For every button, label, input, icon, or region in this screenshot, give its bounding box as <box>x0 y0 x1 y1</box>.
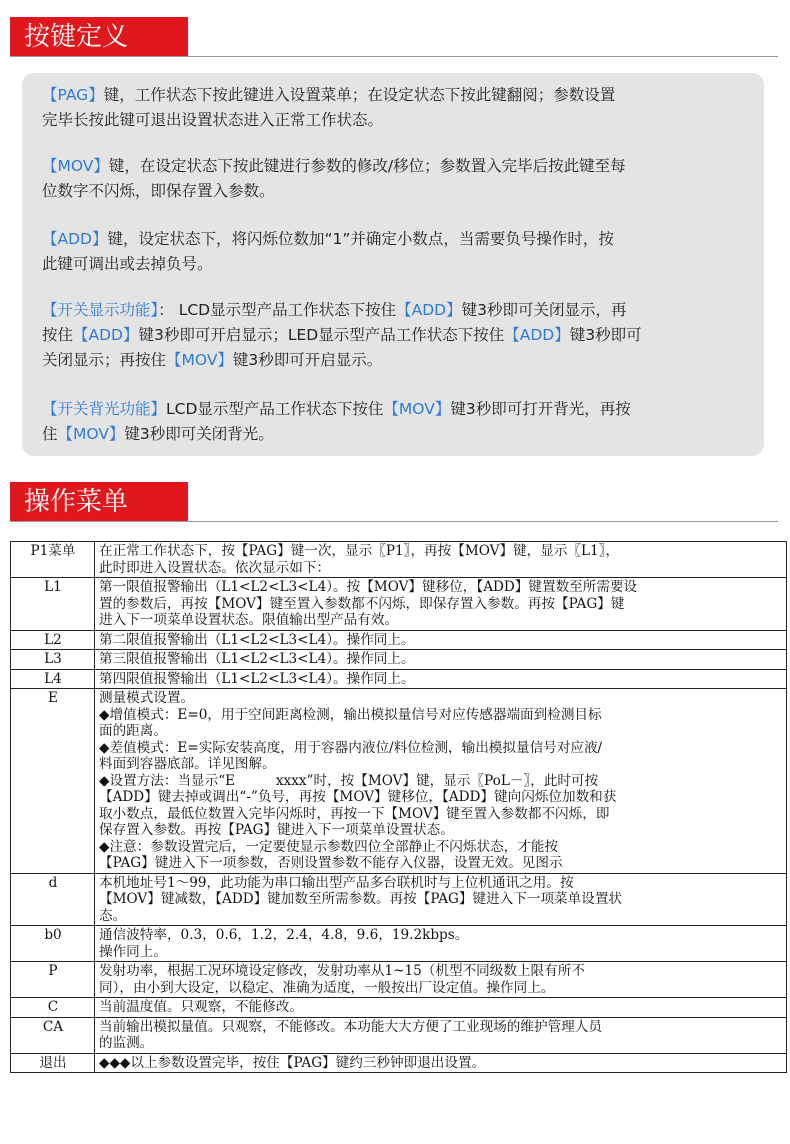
display-text-5: 键3秒即可 <box>569 326 642 344</box>
menu-item-description <box>95 689 787 874</box>
description-line: 操作同上。 <box>99 943 167 960</box>
add-desc-line1: 键，设定状态下，将闪烁位数加“1”并确定小数点，当需要负号操作时，按 <box>107 230 614 248</box>
mov-key-label: 【MOV】 <box>42 157 109 175</box>
menu-item-description <box>95 926 787 962</box>
display-add-tag-3: 【ADD】 <box>504 326 570 344</box>
display-text-3: 按住 <box>42 326 74 344</box>
backlight-mov-tag-2: 【MOV】 <box>57 425 125 443</box>
menu-item-code: L4 <box>11 669 95 689</box>
menu-row <box>11 926 787 962</box>
menu-row <box>11 650 787 670</box>
mov-desc-line1: 键，在设定状态下按此键进行参数的修改/移位；参数置入完毕后按此键至每 <box>108 157 626 175</box>
menu-item-description <box>95 578 787 631</box>
menu-item-description <box>95 650 787 670</box>
backlight-mov-tag-1: 【MOV】 <box>383 400 451 418</box>
backlight-toggle-label: 【开关背光功能】 <box>42 400 167 418</box>
menu-item-code: L1 <box>11 578 95 631</box>
menu-item-description <box>95 1017 787 1053</box>
menu-row <box>11 630 787 650</box>
description-line: 此时即进入设置状态。依次显示如下： <box>99 559 331 576</box>
section-divider <box>10 56 778 57</box>
section-title-keys: 按键定义 <box>24 22 129 52</box>
section-title-menu: 操作菜单 <box>24 487 129 517</box>
menu-item-code: C <box>11 998 95 1018</box>
menu-item-code: E <box>11 689 95 874</box>
menu-row <box>11 669 787 689</box>
key-def-pag <box>42 83 754 133</box>
description-line: 【ADD】键去掉或调出“-”负号，再按【MOV】键移位，【ADD】键向闪烁位加数和获 <box>99 789 617 805</box>
section-header-menu <box>10 482 188 522</box>
description-line: ◆差值模式：E=实际安装高度，用于容器内液位/料位检测，输出模拟量信号对应液/ <box>99 739 603 756</box>
description-line: 面的距离。 <box>99 723 167 739</box>
backlight-text-3: 住 <box>42 425 58 443</box>
description-line: 置的参数后，再按【MOV】键至置入参数都不闪烁，即保存置入参数。再按【PAG】键 <box>99 595 625 612</box>
menu-row <box>11 1053 787 1073</box>
add-desc-line2: 此键可调出或去掉负号。 <box>42 255 213 273</box>
description-line: 当前输出模拟量值。只观察，不能修改。本功能大大方便了工业现场的维护管理人员 <box>99 1018 602 1035</box>
description-line: 态。 <box>99 907 127 924</box>
menu-item-description <box>95 669 787 689</box>
display-add-tag-1: 【ADD】 <box>396 301 462 319</box>
operation-menu-table <box>10 541 787 1073</box>
pag-key-label: 【PAG】 <box>42 86 104 104</box>
description-line: 【PAG】键进入下一项参数，否则设置参数不能存入仪器，设置无效。见图示 <box>99 855 563 871</box>
menu-item-code: P <box>11 962 95 998</box>
menu-row <box>11 998 787 1018</box>
menu-item-description <box>95 962 787 998</box>
backlight-text-2: 键3秒即可打开背光，再按 <box>450 400 631 418</box>
description-line: 通信波特率，0.3，0.6，1.2，2.4，4.8，9.6，19.2kbps。 <box>99 927 469 943</box>
menu-row <box>11 578 787 631</box>
add-key-label: 【ADD】 <box>42 230 108 248</box>
menu-item-description <box>95 630 787 650</box>
display-toggle-label: 【开关显示功能】 <box>42 301 159 319</box>
menu-row <box>11 962 787 998</box>
display-text-2: 键3秒即可关闭显示，再 <box>461 301 627 319</box>
display-mov-tag: 【MOV】 <box>166 351 233 369</box>
description-line: 进入下一项菜单设置状态。限值输出型产品有效。 <box>99 612 399 628</box>
description-line: 保存置入参数。再按【PAG】键进入下一项菜单设置状态。 <box>99 822 454 838</box>
description-line: 在正常工作状态下，按【PAG】键一次，显示〖P1〗，再按【MOV】键，显示〖L1〗， <box>99 543 620 559</box>
menu-row <box>11 689 787 874</box>
menu-item-code: b0 <box>11 926 95 962</box>
menu-item-description <box>95 542 787 578</box>
description-line: 当前温度值。只观察，不能修改。 <box>99 999 303 1015</box>
menu-item-code: L2 <box>11 630 95 650</box>
key-def-display-toggle <box>42 298 754 373</box>
menu-table-body <box>11 542 787 1073</box>
menu-item-code: CA <box>11 1017 95 1053</box>
description-line: 第二限值报警输出（L1<L2<L3<L4）。操作同上。 <box>99 631 415 648</box>
menu-item-description <box>95 998 787 1018</box>
menu-item-code: 退出 <box>11 1053 95 1073</box>
menu-row <box>11 873 787 926</box>
pag-desc-line1: 键，工作状态下按此键进入设置菜单；在设定状态下按此键翻阅；参数设置 <box>103 86 616 104</box>
description-line: ◆设置方法：当显示“E xxxx”时，按【MOV】键，显示〖PoL－〗，此时可按 <box>99 772 599 789</box>
description-line: 发射功率，根据工况环境设定修改，发射功率从1~15（机型不同级数上限有所不 <box>99 963 585 979</box>
description-line: 料面到容器底部。详见图解。 <box>99 756 276 772</box>
menu-item-code: L3 <box>11 650 95 670</box>
menu-item-description <box>95 873 787 926</box>
key-def-backlight-toggle <box>42 397 754 447</box>
backlight-text-4: 键3秒即可关闭背光。 <box>124 425 274 443</box>
description-line: ◆注意：参数设置完后，一定要使显示参数四位全部静止不闪烁状态，才能按 <box>99 838 559 855</box>
description-line: 第一限值报警输出（L1<L2<L3<L4）。按【MOV】键移位，【ADD】键置数至所需要设 <box>99 579 638 595</box>
description-line: ◆◆◆以上参数设置完毕，按住【PAG】键约三秒钟即退出设置。 <box>99 1054 486 1071</box>
description-line: 取小数点，最低位数置入完毕闪烁时，再按一下【MOV】键至置入参数都不闪烁，即 <box>99 805 610 822</box>
menu-row <box>11 1017 787 1053</box>
description-line: ◆增值模式：E=0，用于空间距离检测，输出模拟量信号对应传感器端面到检测目标 <box>99 706 602 723</box>
menu-item-code: P1菜单 <box>11 542 95 578</box>
key-def-add <box>42 227 754 277</box>
description-line: 第四限值报警输出（L1<L2<L3<L4）。操作同上。 <box>99 670 415 687</box>
display-text-7: 键3秒即可开启显示。 <box>232 351 383 369</box>
section-divider <box>10 521 778 522</box>
menu-row <box>11 542 787 578</box>
description-line: 第三限值报警输出（L1<L2<L3<L4）。操作同上。 <box>99 651 415 667</box>
pag-desc-line2: 完毕长按此键可退出设置状态进入正常工作状态。 <box>42 111 384 129</box>
display-text-6: 关闭显示；再按住 <box>42 351 167 369</box>
description-line: 本机地址号1～99，此功能为串口输出型产品多台联机时与上位机通讯之用。按 <box>99 874 574 891</box>
description-line: 【MOV】键减数，【ADD】键加数至所需参数。再按【PAG】键进入下一项菜单设置状 <box>99 891 623 907</box>
display-text-1: ： LCD显示型产品工作状态下按住 <box>158 301 397 319</box>
description-line: 的监测。 <box>99 1035 154 1051</box>
section-header-keys <box>10 17 188 57</box>
backlight-text-1: LCD显示型产品工作状态下按住 <box>166 400 384 418</box>
description-line: 同），由小到大设定，以稳定、准确为适度，一般按出厂设定值。操作同上。 <box>99 979 555 996</box>
display-text-4: 键3秒即可开启显示；LED显示型产品工作状态下按住 <box>138 326 505 344</box>
menu-item-description <box>95 1053 787 1073</box>
display-add-tag-2: 【ADD】 <box>73 326 139 344</box>
mov-desc-line2: 位数字不闪烁，即保存置入参数。 <box>42 182 275 200</box>
description-line: 测量模式设置。 <box>99 690 195 706</box>
key-def-mov <box>42 154 754 204</box>
menu-item-code: d <box>11 873 95 926</box>
